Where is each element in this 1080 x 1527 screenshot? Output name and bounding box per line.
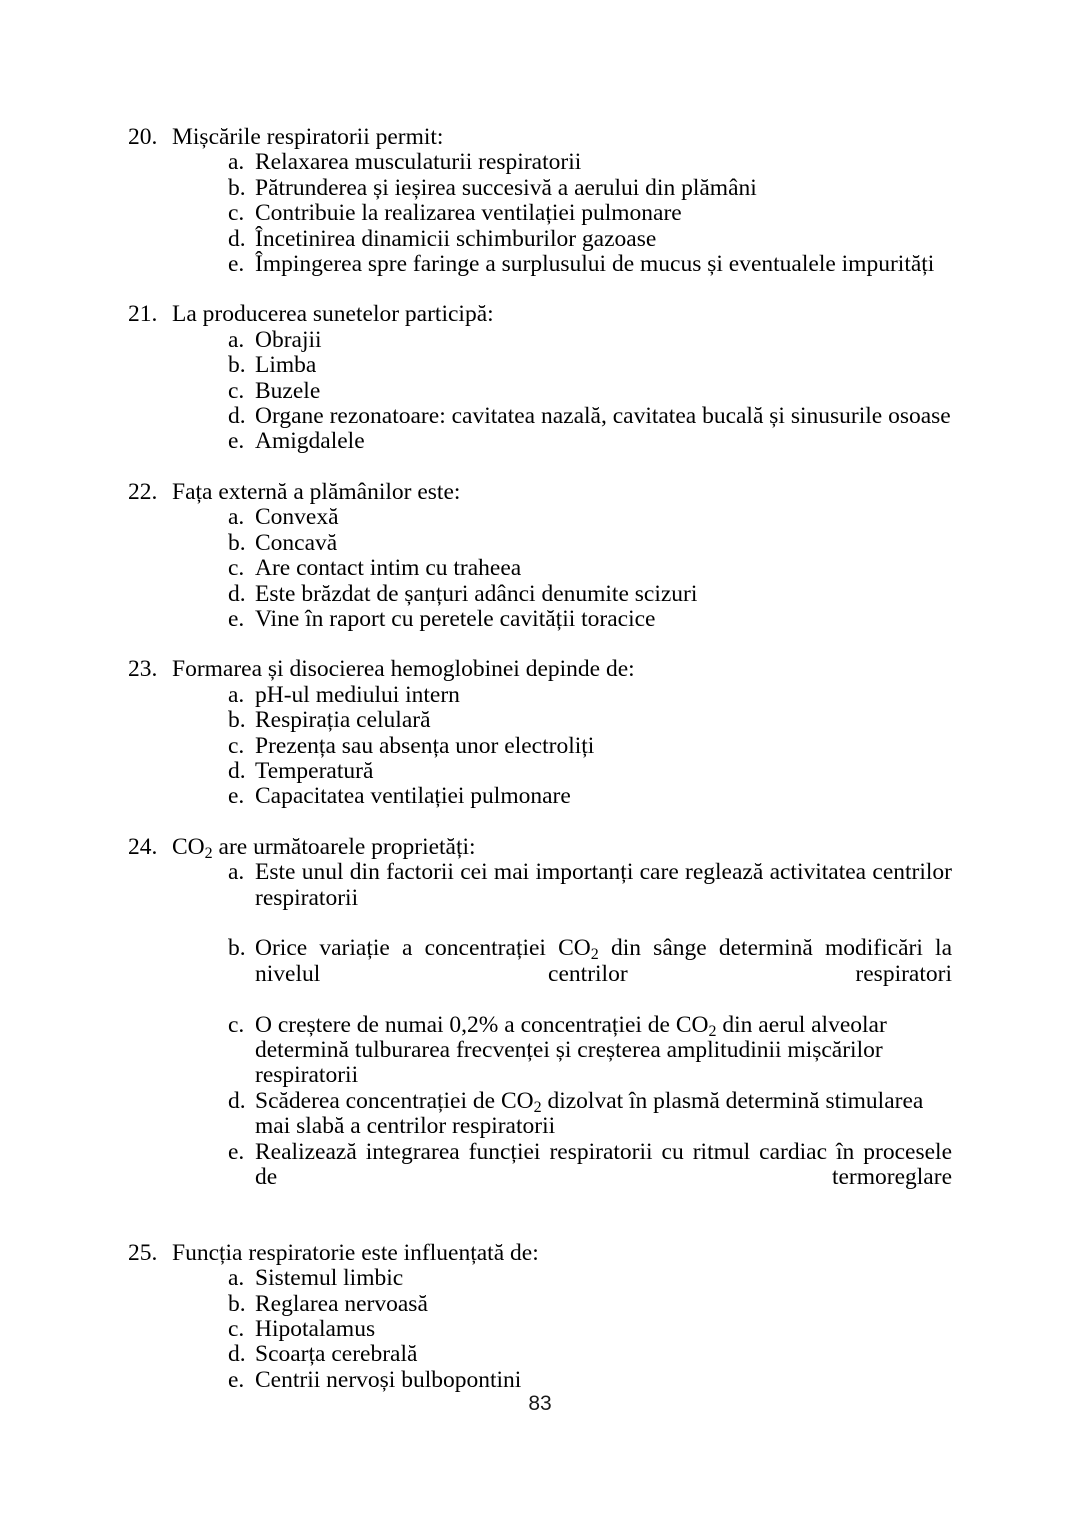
question-stem [128,835,952,860]
option-text: Împingerea spre faringe a surplusului de mucus și eventualele impurități [255,251,935,278]
option-letter: e. [228,783,245,810]
option-text: Convexă [255,504,339,531]
option-list [128,505,952,632]
option-item[interactable] [128,353,952,378]
option-text: Buzele [255,377,321,404]
question-number: 25. [128,1239,158,1266]
option-letter: b. [228,174,246,201]
option-item[interactable] [128,556,952,581]
option-item[interactable] [128,531,952,556]
question-number: 22. [128,478,158,505]
option-list [128,150,952,277]
option-letter: d. [228,225,246,252]
question-text: Mișcările respiratorii permit: [172,124,444,150]
question-number: 23. [128,656,158,683]
option-letter: a. [228,681,245,708]
option-text: Obrajii [255,326,322,353]
option-text: Reglarea nervoasă [255,1290,428,1317]
option-text: Temperatură [255,757,374,784]
page-number: 83 [528,1392,552,1415]
option-letter: e. [228,428,245,455]
option-item[interactable] [128,1317,952,1342]
question-text: Formarea și disocierea hemoglobinei depinde de: [172,656,635,683]
option-text: Pătrunderea și ieșirea succesivă a aerului din plămâni [255,174,757,201]
option-text: Vine în raport cu peretele cavității toracice [255,605,656,632]
option-letter: d. [228,580,246,607]
option-text: Respirația celulară [255,707,431,734]
option-text: Este brăzdat de șanțuri adânci denumite scizuri [255,580,698,607]
question-text: $CO_2$ are următoarele proprietăți: [172,833,476,862]
option-item[interactable] [128,201,952,226]
option-letter: d. [228,757,246,784]
option-letter: b. [228,529,246,556]
option-item[interactable] [128,708,952,733]
option-list [128,683,952,810]
option-text: Contribuie la realizarea ventilației pulmonare [255,200,682,227]
question-text: La producerea sunetelor participă: [172,301,494,328]
option-list [128,860,952,1216]
option-text: O creștere de numai 0,2% a concentrației de $CO_2$ din aerul alveolar determină tulburarea frecvenței și creșterea amplitudinii mișcărilor respiratorii [255,1011,887,1089]
option-letter: c. [228,1316,245,1343]
option-text: Orice variație a concentrației $CO_2$ din sânge determină modificări la nivelul centrilor respiratori [255,935,953,987]
option-text: Sistemul limbic [255,1265,404,1292]
question-block [128,125,952,277]
question-stem [128,480,952,505]
option-list [128,328,952,455]
questions-container [128,125,952,1393]
option-item[interactable] [128,1292,952,1317]
option-letter: e. [228,251,245,278]
option-text: Scăderea concentrației de $CO_2$ dizolvat în plasmă determină stimularea mai slabă a centrilor respiratorii [255,1087,924,1140]
option-text: Relaxarea musculaturii respiratorii [255,149,582,176]
option-text: Organe rezonatoare: cavitatea nazală, cavitatea bucală și sinusurile osoase [255,403,951,430]
option-text: Hipotalamus [255,1316,376,1343]
question-text: Funcția respiratorie este influențată de: [172,1239,539,1266]
option-text: Scoarța cerebrală [255,1341,418,1368]
option-item[interactable] [128,860,952,936]
option-text: Amigdalele [255,428,365,455]
option-letter: c. [228,1011,245,1038]
option-text: Limba [255,352,317,379]
option-text: Capacitatea ventilației pulmonare [255,783,571,810]
option-item[interactable] [128,683,952,708]
option-letter: a. [228,504,245,531]
option-letter: b. [228,1290,246,1317]
option-letter: d. [228,403,246,430]
option-item[interactable] [128,1089,952,1140]
option-letter: a. [228,326,245,353]
option-item[interactable] [128,734,952,759]
option-list [128,1266,952,1393]
question-stem [128,1241,952,1266]
option-item[interactable] [128,379,952,404]
option-item[interactable] [128,1013,952,1089]
option-text: Realizează integrarea funcției respiratorii cu ritmul cardiac în procesele de termoreglare [255,1138,952,1191]
question-stem [128,657,952,682]
option-item[interactable] [128,936,952,1012]
question-block [128,1241,952,1393]
question-stem [128,302,952,327]
option-item[interactable] [128,227,952,252]
option-letter: a. [228,149,245,176]
option-letter: d. [228,1087,246,1114]
option-text: Prezența sau absența unor electroliți [255,732,595,759]
option-letter: a. [228,1265,245,1292]
option-item[interactable] [128,1368,952,1393]
option-item[interactable] [128,582,952,607]
question-text: Fața externă a plămânilor este: [172,478,461,505]
option-item[interactable] [128,150,952,175]
option-text: Centrii nervoși bulbopontini [255,1366,522,1393]
option-letter: e. [228,1366,245,1393]
option-item[interactable] [128,404,952,429]
option-letter: b. [228,707,246,734]
option-text: Concavă [255,529,338,556]
question-block [128,302,952,454]
option-item[interactable] [128,1342,952,1367]
question-number: 20. [128,124,158,150]
option-letter: b. [228,352,246,379]
option-item[interactable] [128,1140,952,1216]
option-item[interactable] [128,176,952,201]
question-block [128,835,952,1216]
option-letter: c. [228,732,245,759]
option-text: Încetinirea dinamicii schimburilor gazoase [255,225,657,252]
option-letter: c. [228,200,245,227]
question-block [128,657,952,809]
option-letter: b. [228,935,246,962]
option-letter: c. [228,377,245,404]
option-letter: c. [228,555,245,582]
option-text: pH-ul mediului intern [255,681,460,708]
option-item[interactable] [128,759,952,784]
option-letter: d. [228,1341,246,1368]
option-text: Este unul din factorii cei mai importanți care reglează activitatea centrilor respiratorii [255,859,952,911]
option-item[interactable] [128,607,952,632]
option-letter: a. [228,859,245,886]
question-block [128,480,952,632]
option-item[interactable] [128,1266,952,1291]
option-item[interactable] [128,505,952,530]
option-item[interactable] [128,784,952,809]
option-text: Are contact intim cu traheea [255,555,522,582]
option-item[interactable] [128,328,952,353]
option-letter: e. [228,605,245,632]
question-stem [128,125,952,150]
question-number: 24. [128,833,158,860]
option-item[interactable] [128,252,952,277]
question-number: 21. [128,301,158,328]
option-item[interactable] [128,429,952,454]
option-letter: e. [228,1138,245,1165]
